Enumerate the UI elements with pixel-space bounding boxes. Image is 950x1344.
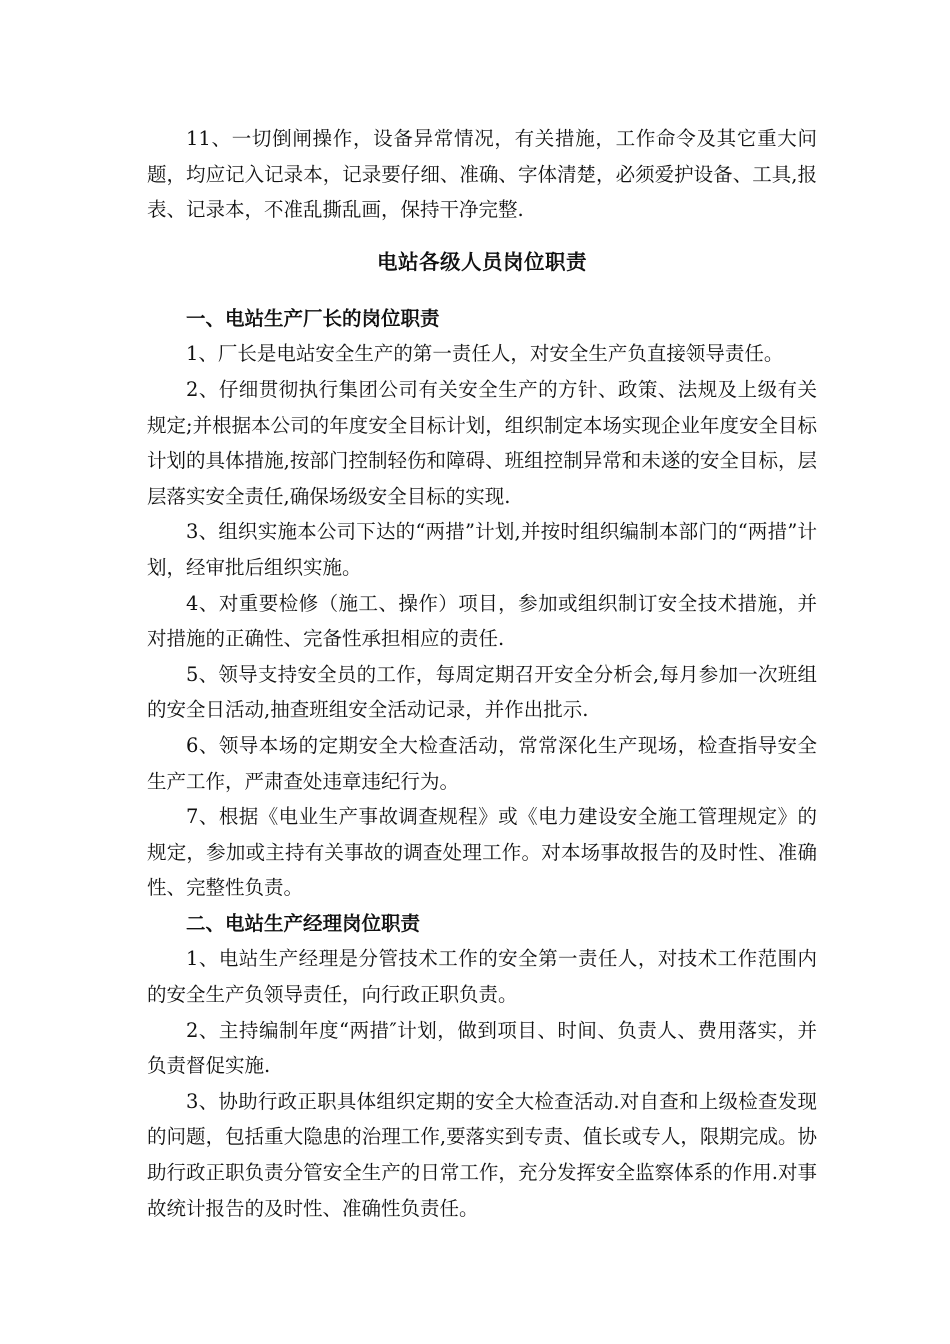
section-2 [147, 906, 817, 1226]
section-1 [147, 301, 817, 906]
list-item: 1、电站生产经理是分管技术工作的安全第一责任人，对技术工作范围内的安全生产负领导责任，向行政正职负责。 [147, 947, 817, 1007]
list-item: 4、对重要检修（施工、操作）项目，参加或组织制订安全技术措施，并对措施的正确性、完备性承担相应的责任. [147, 591, 817, 651]
list-item: 2、主持编制年度“两措″计划，做到项目、时间、负责人、费用落实，并负责督促实施. [147, 1018, 817, 1078]
list-item: 2、仔细贯彻执行集团公司有关安全生产的方针、政策、法规及上级有关规定;并根据本公司的年度安全目标计划，组织制定本场实现企业年度安全目标计划的具体措施,按部门控制轻伤和障碍、班组控制异常和未遂的安全目标，层层落实安全责任,确保场级安全目标的实现. [147, 377, 817, 508]
section-heading: 一、电站生产厂长的岗位职责 [186, 306, 440, 330]
document-title: 电站各级人员岗位职责 [377, 249, 587, 274]
list-item: 7、根据《电业生产事故调查规程》或《电力建设安全施工管理规定》的规定，参加或主持有关事故的调查处理工作。对本场事故报告的及时性、准确性、完整性负责。 [147, 805, 817, 900]
section-heading: 二、电站生产经理岗位职责 [186, 911, 421, 935]
list-item: 5、领导支持安全员的工作，每周定期召开安全分析会,每月参加一次班组的安全日活动,抽查班组安全活动记录，并作出批示. [147, 662, 817, 722]
list-item: 3、组织实施本公司下达的“两措”计划,并按时组织编制本部门的“两措”计划，经审批后组织实施。 [147, 520, 817, 579]
document-body [147, 121, 817, 1226]
list-item: 3、协助行政正职具体组织定期的安全大检查活动.对自查和上级检查发现的问题，包括重大隐患的治理工作,要落实到专责、值长或专人，限期完成。协助行政正职负责分管安全生产的日常工作，充分发挥安全监察体系的作用.对事故统计报告的及时性、准确性负责任。 [147, 1089, 817, 1220]
intro-paragraph: 11、一切倒闸操作，设备异常情况，有关措施，工作命令及其它重大问题，均应记入记录本，记录要仔细、准确、字体清楚，必须爱护设备、工具,报表、记录本，不准乱撕乱画，保持干净完整. [147, 127, 817, 222]
list-item: 6、领导本场的定期安全大检查活动，常常深化生产现场，检查指导安全生产工作，严肃查处违章违纪行为。 [147, 733, 817, 793]
list-item: 1、厂长是电站安全生产的第一责任人，对安全生产负直接领导责任。 [186, 342, 784, 366]
